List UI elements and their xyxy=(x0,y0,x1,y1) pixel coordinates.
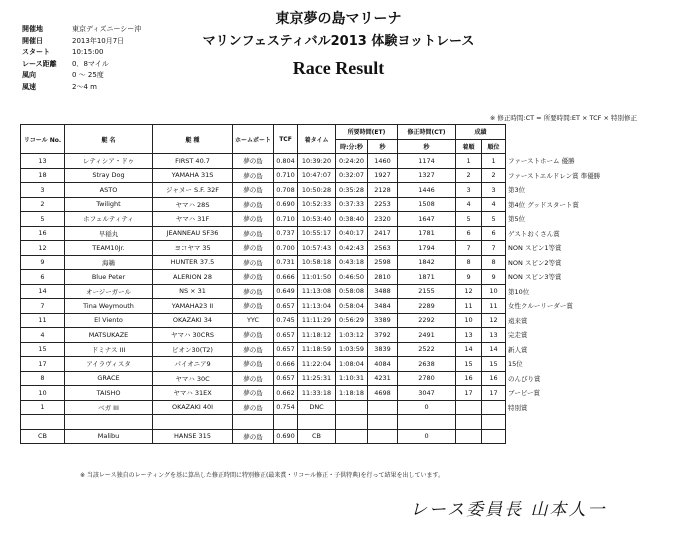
cell-award: 第4位 グッドスタート賞 xyxy=(508,200,579,209)
cell-home-port: 夢の島 xyxy=(233,197,274,212)
cell-finish-time: DNC xyxy=(298,400,336,415)
info-label: 風速 xyxy=(22,82,36,91)
cell-award: NON スピン2等賞 xyxy=(508,258,562,267)
cell-boat-name: Blue Peter xyxy=(65,270,153,285)
cell-ct-sec: 1842 xyxy=(398,255,456,270)
cell-arrival: 2 xyxy=(456,168,482,183)
cell-ct-sec: 2638 xyxy=(398,357,456,372)
cell-rank: 11 xyxy=(482,299,506,314)
cell-boat-name: ベガ III xyxy=(65,400,153,415)
cell-et-sec: 4084 xyxy=(368,357,398,372)
cell-home-port: 夢の島 xyxy=(233,154,274,169)
cell-tcf xyxy=(274,415,298,430)
cell-finish-time: 10:47:07 xyxy=(298,168,336,183)
cell-rank xyxy=(482,400,506,415)
cell-et-sec: 3792 xyxy=(368,328,398,343)
table-row xyxy=(21,299,606,314)
cell-boat-name: Malibu xyxy=(65,429,153,444)
cell-tcf: 0.708 xyxy=(274,183,298,198)
cell-home-port: 夢の島 xyxy=(233,284,274,299)
info-value: 0 ～ 25度 xyxy=(72,71,104,79)
cell-et-sec: 4698 xyxy=(368,386,398,401)
cell-et-hms: 1:18:18 xyxy=(336,386,368,401)
cell-home-port: 夢の島 xyxy=(233,270,274,285)
cell-boat-name: ASTO xyxy=(65,183,153,198)
cell-et-hms xyxy=(336,429,368,444)
cell-arrival xyxy=(456,429,482,444)
info-label: 風向 xyxy=(22,71,36,79)
cell-boat-type: YAMAHA23 II xyxy=(153,299,233,314)
cell-boat-type: ヤマハ 30CRS xyxy=(153,328,233,343)
cell-finish-time: 11:11:29 xyxy=(298,313,336,328)
cell-arrival: 16 xyxy=(456,371,482,386)
col-award xyxy=(506,125,606,154)
cell-arrival: 8 xyxy=(456,255,482,270)
cell-et-sec xyxy=(368,429,398,444)
cell-boat-type xyxy=(153,415,233,430)
table-row xyxy=(21,284,606,299)
cell-ct-sec xyxy=(398,415,456,430)
cell-et-sec: 3484 xyxy=(368,299,398,314)
cell-rank: 8 xyxy=(482,255,506,270)
cell-ct-sec: 1327 xyxy=(398,168,456,183)
cell-et-hms: 0:58:08 xyxy=(336,284,368,299)
cell-rank: 17 xyxy=(482,386,506,401)
cell-award: 第5位 xyxy=(508,215,526,224)
cell-award: 第3位 xyxy=(508,186,526,195)
cell-boat-type: パイオニア9 xyxy=(153,357,233,372)
cell-home-port: 夢の島 xyxy=(233,328,274,343)
col-recall-no: リコール No. xyxy=(21,125,65,154)
cell-finish-time: 10:50:28 xyxy=(298,183,336,198)
cell-tcf: 0.690 xyxy=(274,429,298,444)
cell-home-port: 夢の島 xyxy=(233,226,274,241)
cell-boat-name: Stray Dog xyxy=(65,168,153,183)
cell-tcf: 0.804 xyxy=(274,154,298,169)
cell-boat-type: ジャヌー S.F. 32F xyxy=(153,183,233,198)
cell-home-port: 夢の島 xyxy=(233,357,274,372)
cell-et-hms xyxy=(336,415,368,430)
col-boat-type: 艇 種 xyxy=(153,125,233,154)
cell-boat-name xyxy=(65,415,153,430)
cell-ct-sec: 3047 xyxy=(398,386,456,401)
cell-et-hms: 0:32:07 xyxy=(336,168,368,183)
cell-recall-no: 4 xyxy=(21,328,65,343)
cell-award: のんびり賞 xyxy=(508,374,541,383)
cell-boat-type: OKAZAKI 40I xyxy=(153,400,233,415)
cell-award: ファーストエルドレン賞 準優勝 xyxy=(508,171,601,180)
cell-arrival: 5 xyxy=(456,212,482,227)
cell-recall-no: 11 xyxy=(21,313,65,328)
cell-recall-no: 17 xyxy=(21,357,65,372)
cell-et-sec: 2320 xyxy=(368,212,398,227)
cell-et-hms: 0:35:28 xyxy=(336,183,368,198)
table-row xyxy=(21,400,606,415)
footnote: ※ 当該レース独自のレーティングを基に算出した修正時間に特別修正(最来賞・リコール修正・子供特典)を行って結果を出しています。 xyxy=(80,472,444,479)
cell-recall-no: 14 xyxy=(21,284,65,299)
cell-recall-no: 9 xyxy=(21,255,65,270)
cell-award xyxy=(506,415,606,430)
cell-ct-sec: 1647 xyxy=(398,212,456,227)
cell-finish-time: 11:33:18 xyxy=(298,386,336,401)
cell-et-hms: 1:03:59 xyxy=(336,342,368,357)
col-tcf: TCF xyxy=(274,125,298,154)
cell-boat-type: NS × 31 xyxy=(153,284,233,299)
info-value: 2～4 m xyxy=(72,82,97,91)
cell-recall-no: 1 xyxy=(21,400,65,415)
cell-rank: 7 xyxy=(482,241,506,256)
cell-home-port xyxy=(233,415,274,430)
cell-boat-type: ヨコヤマ 35 xyxy=(153,241,233,256)
table-row xyxy=(21,429,606,444)
cell-arrival: 17 xyxy=(456,386,482,401)
cell-et-sec: 3839 xyxy=(368,342,398,357)
cell-finish-time: CB xyxy=(298,429,336,444)
cell-tcf: 0.657 xyxy=(274,299,298,314)
cell-award: NON スピン3等賞 xyxy=(508,273,562,282)
cell-home-port: 夢の島 xyxy=(233,371,274,386)
cell-et-sec: 2598 xyxy=(368,255,398,270)
cell-recall-no: 13 xyxy=(21,154,65,169)
cell-boat-name: アイラヴィスタ xyxy=(65,357,153,372)
cell-boat-type: ヤマハ 31EX xyxy=(153,386,233,401)
cell-tcf: 0.662 xyxy=(274,386,298,401)
cell-et-sec xyxy=(368,415,398,430)
cell-boat-type: ヤマハ 28S xyxy=(153,197,233,212)
table-row xyxy=(21,168,606,183)
cell-recall-no: 18 xyxy=(21,168,65,183)
cell-arrival: 1 xyxy=(456,154,482,169)
cell-boat-name: オージーガール xyxy=(65,284,153,299)
cell-ct-sec: 0 xyxy=(398,429,456,444)
cell-tcf: 0.649 xyxy=(274,284,298,299)
table-row xyxy=(21,255,606,270)
col-arrival: 着順 xyxy=(456,139,482,154)
cell-boat-type: YAMAHA 31S xyxy=(153,168,233,183)
cell-arrival: 14 xyxy=(456,342,482,357)
cell-ct-sec: 1446 xyxy=(398,183,456,198)
info-label: 開催日 xyxy=(22,36,43,45)
cell-et-hms: 0:40:17 xyxy=(336,226,368,241)
cell-tcf: 0.700 xyxy=(274,241,298,256)
cell-award: 完走賞 xyxy=(508,331,528,340)
cell-boat-type: ヤマハ 31F xyxy=(153,212,233,227)
cell-recall-no: 6 xyxy=(21,270,65,285)
cell-tcf: 0.666 xyxy=(274,357,298,372)
cell-et-hms: 0:46:50 xyxy=(336,270,368,285)
cell-ct-sec: 1794 xyxy=(398,241,456,256)
formula-note: ※ 修正時間:CT = 所要時間:ET × TCF × 特別修正 xyxy=(489,114,637,122)
cell-recall-no: 12 xyxy=(21,241,65,256)
cell-tcf: 0.731 xyxy=(274,255,298,270)
cell-tcf: 0.710 xyxy=(274,212,298,227)
table-row xyxy=(21,183,606,198)
cell-home-port: 夢の島 xyxy=(233,212,274,227)
cell-boat-type: HANSE 315 xyxy=(153,429,233,444)
col-home-port: ホームポート xyxy=(233,125,274,154)
cell-boat-name: レティシア・ドゥ xyxy=(65,154,153,169)
info-value: 東京ディズニーシー沖 xyxy=(72,25,142,33)
cell-boat-name: TAISHO xyxy=(65,386,153,401)
table-row xyxy=(21,270,606,285)
info-label: レース距離 xyxy=(22,59,57,68)
cell-rank xyxy=(482,429,506,444)
cell-recall-no: 5 xyxy=(21,212,65,227)
cell-recall-no: 15 xyxy=(21,342,65,357)
cell-rank: 15 xyxy=(482,357,506,372)
cell-award: ブービー賞 xyxy=(508,389,541,398)
results-table xyxy=(20,124,606,444)
cell-boat-type: HUNTER 37.5 xyxy=(153,255,233,270)
header-row xyxy=(21,125,606,140)
cell-recall-no: CB xyxy=(21,429,65,444)
cell-award: 特別賞 xyxy=(508,403,528,412)
cell-boat-type: OKAZAKI 34 xyxy=(153,313,233,328)
info-value: 10:15:00 xyxy=(72,48,104,56)
cell-et-hms: 0:37:33 xyxy=(336,197,368,212)
table-row xyxy=(21,386,606,401)
cell-home-port: 夢の島 xyxy=(233,183,274,198)
cell-recall-no: 3 xyxy=(21,183,65,198)
cell-boat-type: ALERION 28 xyxy=(153,270,233,285)
cell-boat-name: Tina Weymouth xyxy=(65,299,153,314)
cell-finish-time: 11:13:04 xyxy=(298,299,336,314)
cell-finish-time: 10:53:40 xyxy=(298,212,336,227)
cell-award: ゲストおくさん賞 xyxy=(508,229,560,238)
cell-recall-no: 10 xyxy=(21,386,65,401)
cell-award: 15位 xyxy=(508,360,523,369)
cell-award: NON スピン1等賞 xyxy=(508,244,562,253)
cell-boat-type: FIRST 40.7 xyxy=(153,154,233,169)
cell-et-sec: 2417 xyxy=(368,226,398,241)
cell-finish-time: 10:58:18 xyxy=(298,255,336,270)
cell-tcf: 0.745 xyxy=(274,313,298,328)
table-row xyxy=(21,226,606,241)
cell-finish-time: 11:18:12 xyxy=(298,328,336,343)
cell-arrival: 15 xyxy=(456,357,482,372)
table-row xyxy=(21,212,606,227)
cell-boat-name: GRACE xyxy=(65,371,153,386)
col-ct-sec: 秒 xyxy=(398,139,456,154)
table-row xyxy=(21,328,606,343)
cell-arrival: 12 xyxy=(456,284,482,299)
col-corrected-time: 修正時間(CT) xyxy=(398,125,456,140)
table-row xyxy=(21,357,606,372)
cell-et-sec: 3389 xyxy=(368,313,398,328)
cell-et-hms: 0:24:20 xyxy=(336,154,368,169)
cell-finish-time: 11:25:31 xyxy=(298,371,336,386)
cell-arrival: 10 xyxy=(456,313,482,328)
cell-arrival: 13 xyxy=(456,328,482,343)
col-rank: 順位 xyxy=(482,139,506,154)
col-et-hms: 時:分:秒 xyxy=(336,139,368,154)
cell-arrival: 4 xyxy=(456,197,482,212)
col-result: 成績 xyxy=(456,125,506,140)
cell-award xyxy=(506,429,606,444)
cell-recall-no: 2 xyxy=(21,197,65,212)
info-label: 開催地 xyxy=(22,25,43,33)
cell-finish-time: 10:52:33 xyxy=(298,197,336,212)
cell-et-sec: 4231 xyxy=(368,371,398,386)
cell-rank xyxy=(482,415,506,430)
cell-ct-sec: 1508 xyxy=(398,197,456,212)
cell-award: 女性クルーリーダー賞 xyxy=(508,302,573,311)
cell-tcf: 0.657 xyxy=(274,328,298,343)
cell-et-hms: 1:10:31 xyxy=(336,371,368,386)
cell-arrival: 7 xyxy=(456,241,482,256)
cell-recall-no xyxy=(21,415,65,430)
venue-title: 東京夢の島マリーナ xyxy=(275,11,402,27)
cell-home-port: 夢の島 xyxy=(233,386,274,401)
cell-boat-name: ホフェルティティ xyxy=(65,212,153,227)
cell-boat-name: 海鵜 xyxy=(65,255,153,270)
cell-boat-type: JEANNEAU SF36 xyxy=(153,226,233,241)
cell-recall-no: 8 xyxy=(21,371,65,386)
cell-et-sec: 2128 xyxy=(368,183,398,198)
cell-et-hms: 0:43:18 xyxy=(336,255,368,270)
cell-tcf: 0.690 xyxy=(274,197,298,212)
cell-finish-time xyxy=(298,415,336,430)
signature: レース委員長 山本人一 xyxy=(410,500,607,520)
cell-et-sec: 2253 xyxy=(368,197,398,212)
cell-ct-sec: 2289 xyxy=(398,299,456,314)
cell-rank: 16 xyxy=(482,371,506,386)
cell-tcf: 0.754 xyxy=(274,400,298,415)
cell-award: 新人賞 xyxy=(508,345,528,354)
cell-home-port: 夢の島 xyxy=(233,255,274,270)
cell-boat-name: MATSUKAZE xyxy=(65,328,153,343)
info-label: スタート xyxy=(22,48,50,56)
cell-ct-sec: 2780 xyxy=(398,371,456,386)
cell-arrival xyxy=(456,400,482,415)
cell-finish-time: 11:22:04 xyxy=(298,357,336,372)
cell-award: 遠来賞 xyxy=(508,316,528,325)
cell-boat-name: El Viento xyxy=(65,313,153,328)
cell-tcf: 0.666 xyxy=(274,270,298,285)
cell-recall-no: 16 xyxy=(21,226,65,241)
cell-boat-name: Twilight xyxy=(65,197,153,212)
cell-boat-type: ヤマハ 30C xyxy=(153,371,233,386)
page-title: Race Result xyxy=(292,58,385,78)
info-value: 2013年10月7日 xyxy=(72,36,125,45)
cell-et-hms xyxy=(336,400,368,415)
cell-et-sec: 2810 xyxy=(368,270,398,285)
cell-boat-name: TEAM10Jr. xyxy=(65,241,153,256)
cell-finish-time: 11:01:50 xyxy=(298,270,336,285)
table-row xyxy=(21,154,606,169)
cell-tcf: 0.710 xyxy=(274,168,298,183)
col-boat-name: 艇 名 xyxy=(65,125,153,154)
cell-arrival: 3 xyxy=(456,183,482,198)
col-finish-time: 着タイム xyxy=(298,125,336,154)
table-row xyxy=(21,313,606,328)
cell-finish-time: 10:55:17 xyxy=(298,226,336,241)
cell-rank: 13 xyxy=(482,328,506,343)
cell-ct-sec: 2522 xyxy=(398,342,456,357)
cell-rank: 5 xyxy=(482,212,506,227)
cell-tcf: 0.657 xyxy=(274,342,298,357)
cell-rank: 14 xyxy=(482,342,506,357)
cell-award: ファーストホーム 優勝 xyxy=(508,157,575,166)
cell-finish-time: 10:57:43 xyxy=(298,241,336,256)
cell-finish-time: 10:39:20 xyxy=(298,154,336,169)
cell-finish-time: 11:18:59 xyxy=(298,342,336,357)
cell-et-hms: 0:56:29 xyxy=(336,313,368,328)
cell-ct-sec: 1871 xyxy=(398,270,456,285)
cell-rank: 1 xyxy=(482,154,506,169)
cell-et-sec: 2563 xyxy=(368,241,398,256)
cell-arrival: 9 xyxy=(456,270,482,285)
col-elapsed-time: 所要時間(ET) xyxy=(336,125,398,140)
cell-et-sec xyxy=(368,400,398,415)
cell-ct-sec: 0 xyxy=(398,400,456,415)
cell-ct-sec: 2491 xyxy=(398,328,456,343)
cell-et-hms: 0:58:04 xyxy=(336,299,368,314)
cell-rank: 10 xyxy=(482,284,506,299)
cell-boat-name: ドミナス III xyxy=(65,342,153,357)
cell-home-port: 夢の島 xyxy=(233,429,274,444)
cell-et-hms: 0:38:40 xyxy=(336,212,368,227)
cell-boat-type: ビオン30(T2) xyxy=(153,342,233,357)
cell-et-hms: 0:42:43 xyxy=(336,241,368,256)
cell-home-port: 夢の島 xyxy=(233,342,274,357)
cell-et-sec: 3488 xyxy=(368,284,398,299)
cell-rank: 3 xyxy=(482,183,506,198)
info-row xyxy=(22,82,141,94)
cell-award: 第10位 xyxy=(508,287,530,296)
cell-boat-name: 早稲丸 xyxy=(65,226,153,241)
info-value: 0．8マイル xyxy=(72,59,109,68)
table-row xyxy=(21,415,606,430)
cell-arrival xyxy=(456,415,482,430)
cell-rank: 9 xyxy=(482,270,506,285)
cell-home-port: 夢の島 xyxy=(233,299,274,314)
cell-rank: 12 xyxy=(482,313,506,328)
cell-ct-sec: 2292 xyxy=(398,313,456,328)
cell-rank: 6 xyxy=(482,226,506,241)
cell-arrival: 11 xyxy=(456,299,482,314)
table-row xyxy=(21,241,606,256)
cell-recall-no: 7 xyxy=(21,299,65,314)
cell-home-port: 夢の島 xyxy=(233,400,274,415)
cell-tcf: 0.737 xyxy=(274,226,298,241)
cell-finish-time: 11:13:08 xyxy=(298,284,336,299)
cell-tcf: 0.657 xyxy=(274,371,298,386)
cell-et-hms: 1:03:12 xyxy=(336,328,368,343)
cell-rank: 4 xyxy=(482,197,506,212)
cell-ct-sec: 1174 xyxy=(398,154,456,169)
cell-ct-sec: 2155 xyxy=(398,284,456,299)
col-et-sec: 秒 xyxy=(368,139,398,154)
cell-et-sec: 1460 xyxy=(368,154,398,169)
cell-arrival: 6 xyxy=(456,226,482,241)
event-title: マリンフェスティバル2013 体験ヨットレース xyxy=(202,34,475,49)
table-row xyxy=(21,342,606,357)
table-row xyxy=(21,371,606,386)
cell-home-port: 夢の島 xyxy=(233,168,274,183)
cell-et-hms: 1:08:04 xyxy=(336,357,368,372)
cell-home-port: 夢の島 xyxy=(233,241,274,256)
cell-home-port: YYC xyxy=(233,313,274,328)
cell-ct-sec: 1781 xyxy=(398,226,456,241)
cell-rank: 2 xyxy=(482,168,506,183)
cell-et-sec: 1927 xyxy=(368,168,398,183)
table-row xyxy=(21,197,606,212)
